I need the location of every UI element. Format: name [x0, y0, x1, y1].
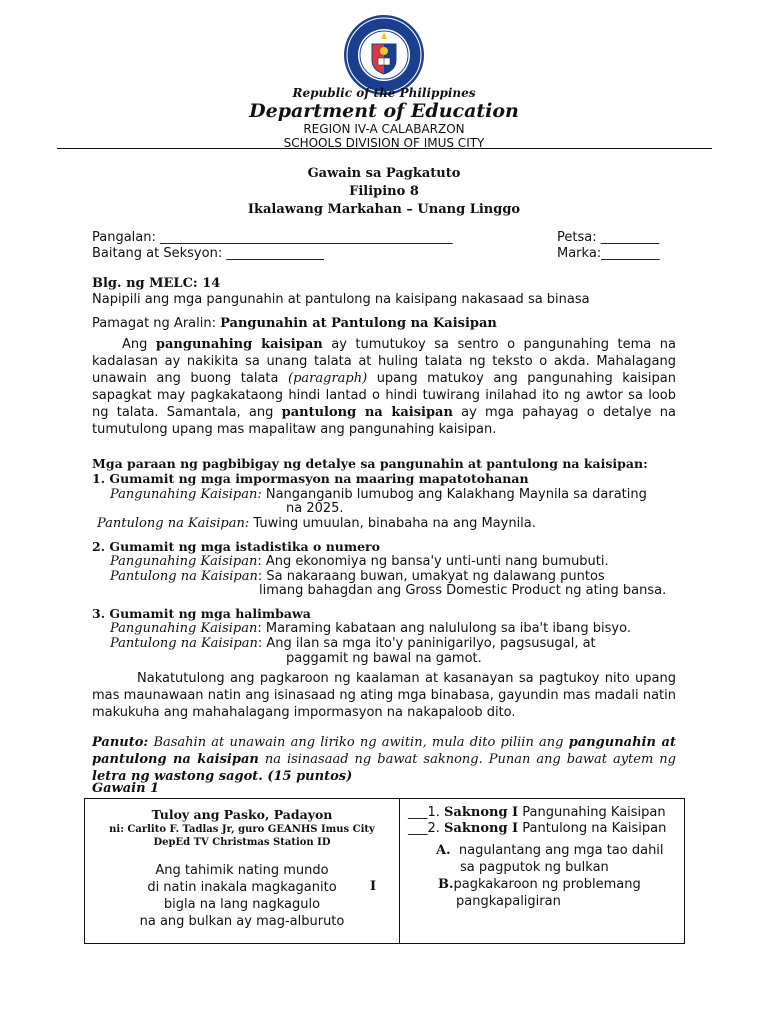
choice-text: pangkapaligiran	[456, 894, 561, 909]
way3-supporting-cont: paggamit ng bawal na gamot.	[286, 651, 482, 666]
song-cell	[85, 799, 400, 944]
way2-main	[110, 554, 609, 569]
intro-term-main: pangunahing kaisipan	[155, 337, 323, 352]
song-station: DepEd TV Christmas Station ID	[153, 837, 331, 848]
intro-term-supporting: pantulong na kaisipan	[281, 405, 453, 420]
lesson-label: Pamagat ng Aralin:	[92, 316, 221, 331]
title-quarter: Ikalawang Markahan – Unang Linggo	[247, 202, 521, 217]
lyric-line: na ang bulkan ay mag-alburuto	[139, 914, 345, 929]
answer-blank[interactable]: ___2.	[408, 821, 445, 836]
stanza-marker: I	[370, 879, 377, 894]
choice-b	[438, 876, 684, 910]
main-idea-text: : Ang ekonomiya ng bansa'y unti-unti nang bumubuti.	[257, 554, 609, 569]
questions-cell	[400, 799, 685, 944]
intro-paragraph	[92, 336, 676, 438]
title-subject: Filipino 8	[349, 184, 419, 199]
main-idea-label: Pangunahing Kaisipan:	[110, 487, 262, 502]
melc-label: Blg. ng MELC: 14	[92, 276, 221, 291]
lesson-name: Pangunahin at Pantulong na Kaisipan	[220, 316, 497, 331]
way1-title: 1. Gumamit ng mga impormasyon na maaring mapatotohanan	[92, 471, 529, 486]
song-lyrics	[85, 862, 399, 930]
region-name: REGION IV-A CALABARZON	[303, 122, 465, 136]
way1-supporting	[97, 516, 536, 531]
supporting-idea-label: Pantulong na Kaisipan:	[97, 516, 250, 531]
question-1	[408, 805, 684, 820]
choice-text: sa pagputok ng bulkan	[460, 860, 609, 875]
ways-heading: Mga paraan ng pagbibigay ng detalye sa pangunahin at pantulong na kaisipan:	[92, 456, 648, 471]
intro-paragraph-term: (paragraph)	[288, 371, 368, 386]
question-text: Pangunahing Kaisipan	[518, 805, 666, 820]
song-author: ni: Carlito F. Tadlas Jr, guro GEANHS Imus City	[109, 824, 375, 835]
supporting-idea-text: Tuwing umuulan, binabaha na ang Maynila.	[249, 516, 536, 531]
choice-a	[436, 842, 684, 876]
supporting-idea-label: Pantulong na Kaisipan	[110, 636, 258, 651]
stanza-label: Saknong I	[444, 805, 519, 820]
melc-text: Napipili ang mga pangunahin at pantulong na kaisipang nakasaad sa binasa	[92, 292, 590, 307]
answer-blank[interactable]: ___1.	[408, 805, 445, 820]
choice-letter: B.	[438, 877, 454, 892]
choice-text: pagkakaroon ng problemang	[453, 877, 641, 892]
deped-seal	[343, 14, 425, 96]
main-idea-text: Nanganganib lumubog ang Kalakhang Maynila sa darating	[261, 487, 647, 502]
division-name: SCHOOLS DIVISION OF IMUS CITY	[283, 136, 485, 150]
instructions-text: na isinasaad ng bawat saknong. Punan ang bawat aytem ng	[258, 752, 676, 767]
supporting-idea-text: : Sa nakaraang buwan, umakyat ng dalawang puntos	[257, 569, 605, 584]
question-text: Pantulong na Kaisipan	[518, 821, 667, 836]
main-idea-label: Pangunahing Kaisipan	[110, 621, 258, 636]
activity-label: Gawain 1	[92, 781, 160, 796]
song-title: Tuloy ang Pasko, Padayon	[151, 807, 333, 822]
intro-text: ay tumutukoy sa sentro o pangunahing tema na kadalasan ay nakikita sa unang talata at huling talata ng teksto o akda. Mahalagang unawain ang buong talata	[92, 337, 676, 386]
lesson-title	[92, 316, 497, 331]
intro-text: upang matukoy ang pangunahing kaisipan sapagkat may pagkakataong hindi lantad o hindi tuwirang inilahad ito ng awtor sa loob ng talata. Samantala, ang	[92, 371, 676, 420]
instructions	[92, 734, 676, 785]
instructions-text: Basahin at unawain ang liriko ng awitin, mula dito piliin ang	[148, 735, 569, 750]
instructions-label: Panuto:	[92, 735, 149, 750]
closing-paragraph: Nakatutulong ang pagkaroon ng kaalaman at kasanayan sa pagtukoy nito upang mas maunawaan natin ang isinasaad ng ating mga binabasa, gayundin mas madali natin makukuha ang mahahalagang impormasyon na nakapaloob dito.	[92, 671, 676, 720]
republic-text: Republic of the Philippines	[292, 86, 476, 100]
main-idea-label: Pangunahing Kaisipan	[110, 554, 258, 569]
supporting-idea-text: : Ang ilan sa mga ito'y paninigarilyo, pagsusugal, at	[257, 636, 596, 651]
section-field[interactable]: Baitang at Seksyon: _______________	[92, 246, 324, 261]
question-2	[408, 821, 684, 836]
way3-main	[110, 621, 631, 636]
way1-main	[110, 487, 647, 502]
lyric-line: di natin inakala magkaganito	[147, 880, 337, 895]
way3-title: 3. Gumamit ng mga halimbawa	[92, 606, 311, 621]
activity-table	[84, 798, 685, 944]
choice-text: nagulantang ang mga tao dahil	[458, 843, 664, 858]
name-field[interactable]: Pangalan: _____________________________________________	[92, 230, 453, 245]
date-field[interactable]: Petsa: _________	[557, 230, 660, 245]
supporting-idea-label: Pantulong na Kaisipan	[110, 569, 258, 584]
choice-letter: A.	[436, 843, 451, 858]
department-name: Department of Education	[249, 100, 519, 122]
way3-supporting	[110, 636, 596, 651]
score-field[interactable]: Marka:_________	[557, 246, 660, 261]
way2-title: 2. Gumamit ng mga istadistika o numero	[92, 539, 380, 554]
way1-main-cont: na 2025.	[286, 501, 344, 516]
header-divider	[57, 148, 712, 149]
way2-supporting	[110, 569, 605, 584]
main-idea-text: : Maraming kabataan ang nalululong sa iba't ibang bisyo.	[257, 621, 631, 636]
instructions-emphasis: pangunahin at pantulong na kaisipan	[92, 735, 676, 767]
stanza-label: Saknong I	[444, 821, 519, 836]
intro-text: Ang	[122, 337, 156, 352]
lyric-line: bigla na lang nagkagulo	[163, 897, 321, 912]
title-activity: Gawain sa Pagkatuto	[307, 166, 461, 181]
intro-text: ay mga pahayag o detalye na tumutulong upang mas mapalitaw ang pangunahing kaisipan.	[92, 405, 677, 437]
lyric-line: Ang tahimik nating mundo	[155, 863, 329, 878]
instructions-points: letra ng wastong sagot. (15 puntos)	[92, 769, 353, 784]
way2-supporting-cont: limang bahagdan ang Gross Domestic Product ng ating bansa.	[259, 583, 667, 598]
